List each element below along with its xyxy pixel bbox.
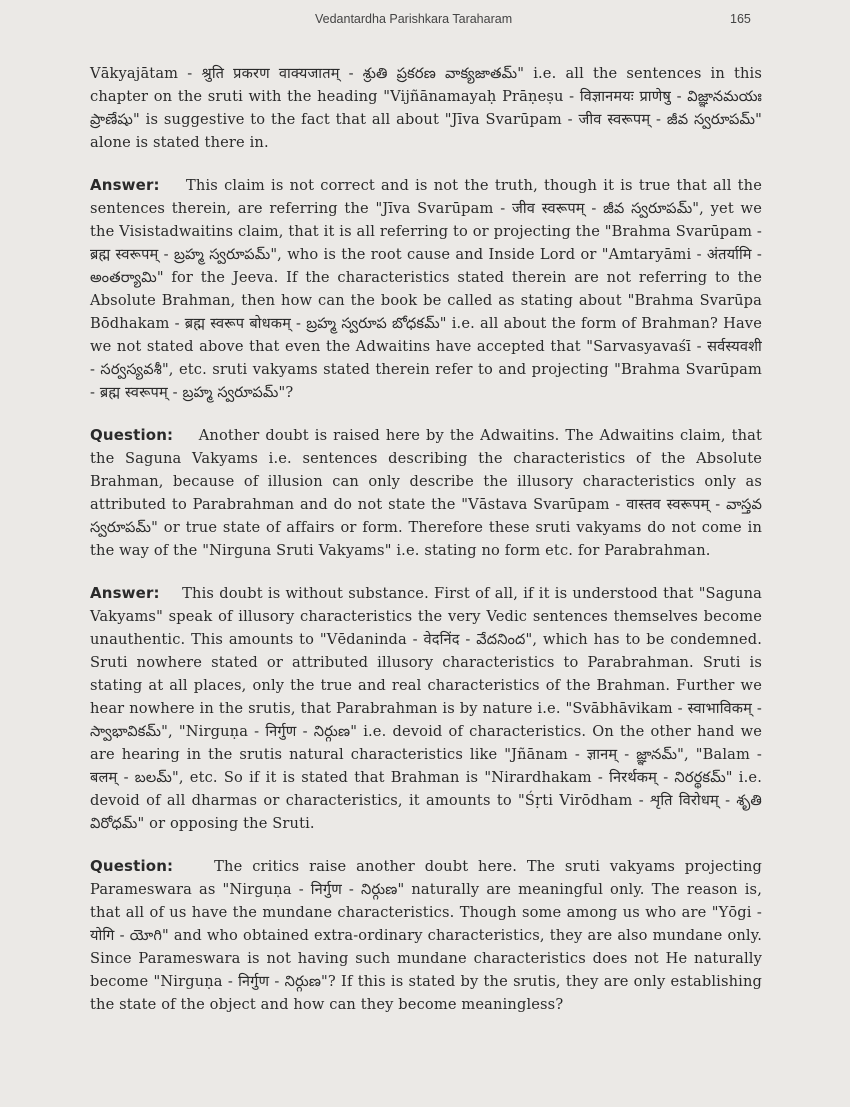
page-body [90, 62, 762, 1032]
paragraph-text: This claim is not correct and is not the truth, though it is true that all the sentences therein, are referring the "Jīva Svarūpam - जीव स्वरूपम् - జీవ స్వరూపమ్", yet we the Visistadwaitins claim, that it is all referring to or projecting the "Brahma Svarūpam - ब्रह्म स्वरूपम् - బ్రహ్మ స్వరూపమ్", who is the root cause and Inside Lord or "Amtaryāmi - अंतर्यामि - అంతర్యామి" for the Jeeva. If the characteristics stated therein are not referring to the Absolute Brahman, then how can the book be called as stating about "Brahma Svarūpa Bōdhakam - ब्रह्म स्वरूप बोधकम् - బ్రహ్మ స్వరూప బోధకమ్" i.e. all about the form of Brahman? Have we not stated above that even the Adwaitins have accepted that "Sarvasyavaśī - सर्वस्यवशी - సర్వస్యవశీ", etc. sruti vakyams stated therein refer to and projecting "Brahma Svarūpam - ब्रह्म स्वरूपम् - బ్రహ్మ స్వరూపమ్"? [90, 177, 763, 401]
question-label: Question: [90, 426, 193, 444]
paragraph-text: Vākyajātam - श्रुति प्रकरण वाक्यजातम् - శ్రుతి ప్రకరణ వాక్యజాతమ్" i.e. all the sentences in this chapter on the sruti with the heading "Vijñānamayaḥ Prāṇeṣu - विज्ञानमयः प्राणेषु - విజ్ఞానమయః ప్రాణేషు" is suggestive to the fact that all about "Jīva Svarūpam - जीव स्वरूपम् - జీవ స్వరూపమ్" alone is stated there in. [90, 65, 762, 151]
paragraph-answer-2 [90, 582, 762, 835]
page-header [0, 12, 850, 32]
page-number: 165 [730, 12, 751, 26]
answer-label: Answer: [90, 176, 180, 194]
paragraph-answer-1 [90, 174, 762, 404]
paragraph-text: Another doubt is raised here by the Adwaitins. The Adwaitins claim, that the Saguna Vakyams i.e. sentences describing the characteristics of the Absolute Brahman, because of illusion can only describe the illusory characteristics only as attributed to Parabrahman and do not state the "Vāstava Svarūpam - वास्तव स्वरूपम् - వాస్తవ స్వరూపమ్" or true state of affairs or form. Therefore these sruti vakyams do not come in the way of the "Nirguna Sruti Vakyams" i.e. stating no form etc. for Parabrahman. [90, 427, 762, 559]
running-title: Vedantardha Parishkara Taraharam [315, 12, 513, 26]
paragraph-intro [90, 62, 762, 154]
paragraph-text: The critics raise another doubt here. The sruti vakyams projecting Parameswara as "Nirguṇa - निर्गुण - నిర్గుణ" naturally are meaningful only. The reason is, that all of us have the mundane characteristics. Though some among us who are "Yōgi - योगि - యోగి" and who obtained extra-ordinary characteristics, they are also mundane only. Since Parameswara is not having such mundane characteristics does not He naturally become "Nirguṇa - निर्गुण - నిర్గుణ"? If this is stated by the srutis, they are only establishing the state of the object and how can they become meaningless? [90, 858, 762, 1013]
answer-label: Answer: [90, 584, 177, 602]
paragraph-text: This doubt is without substance. First of all, if it is understood that "Saguna Vakyams" speak of illusory characteristics the very Vedic sentences themselves become unauthentic. This amounts to "Vēdaninda - वेदनिंद - వేదనింద", which has to be condemned. Sruti nowhere stated or attributed illusory characteristics to Parabrahman. Sruti is stating at all places, only the true and real characteristics of the Brahman. Further we hear nowhere in the srutis, that Parabrahman is by nature i.e. "Svābhāvikam - स्वाभाविकम् - స్వాభావికమ్", "Nirguṇa - निर्गुण - నిర్గుణ" i.e. devoid of characteristics. On the other hand we are hearing in the srutis natural characteristics like "Jñānam - ज्ञानम् - జ్ఞానమ్", "Balam - बलम् - బలమ్", etc. So if it is stated that Brahman is "Nirardhakam - निरर्थकम् - నిరర్థకమ్" i.e. devoid of all dharmas or characteristics, it amounts to "Śṛti Virōdham - शृति विरोधम् - శృతి విరోధమ్" or opposing the Sruti. [90, 585, 762, 832]
paragraph-question-2 [90, 855, 762, 1016]
question-label: Question: [90, 857, 205, 875]
paragraph-question-1 [90, 424, 762, 562]
